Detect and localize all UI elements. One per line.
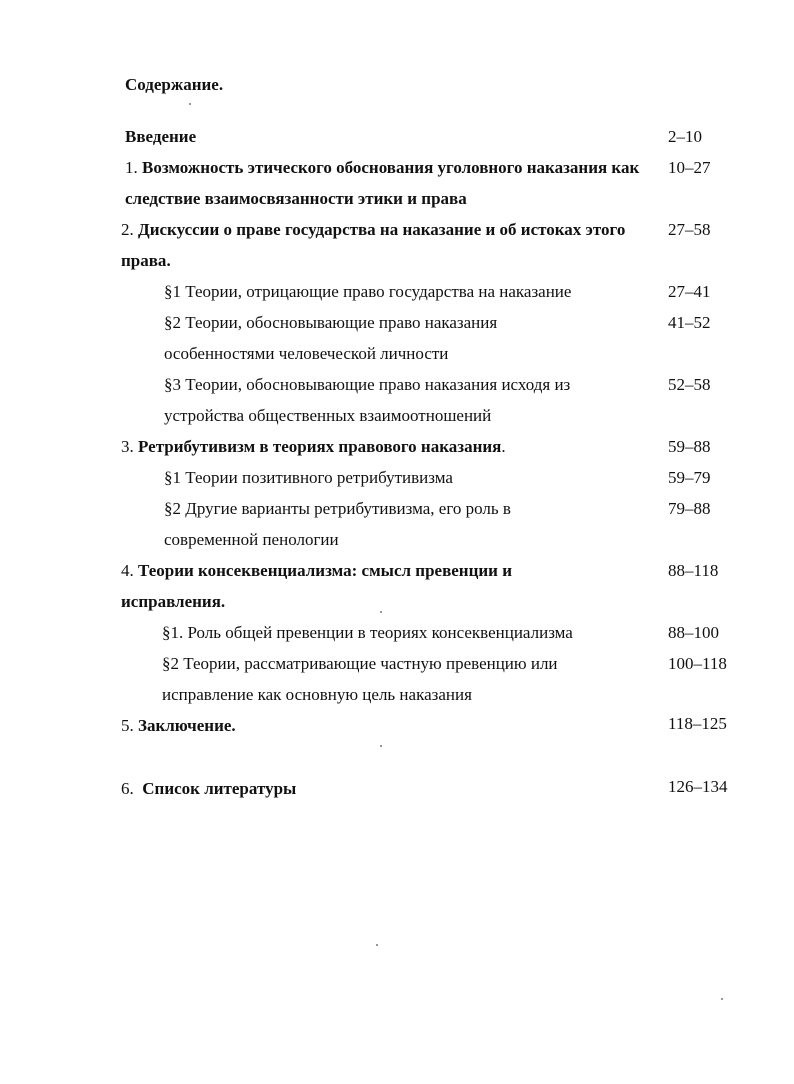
toc-entry-number: 1. [125,158,142,177]
toc-entry-pages: 126–134 [668,777,728,796]
toc-entry-pages: 52–58 [668,375,711,394]
toc-entry-pages: 59–79 [668,468,711,487]
scan-speck [376,944,378,946]
toc-entry-title-period: . [220,592,226,611]
toc-entry-pages: 118–125 [668,714,727,733]
toc-entry-chapter-3 [121,431,651,462]
toc-entry-title: Дискуссии о праве государства на наказание и об истоках этого права [121,220,626,270]
toc-entry-chapter-2 [121,214,651,276]
toc-subentry-2-1 [164,276,644,307]
toc-entry-title-period: . [166,251,171,270]
toc-entry-title: §1 Теории, отрицающие право государства на наказание [164,282,572,301]
toc-entry-title: Список литературы [142,779,297,798]
toc-entry-title-period: . [501,437,506,456]
toc-entry-pages: 10–27 [668,158,711,177]
toc-entry-pages: 27–41 [668,282,711,301]
toc-entry-introduction [125,121,655,152]
toc-entry-title: Теории консеквенциализма: смысл превенции и исправления [121,561,513,611]
toc-subentry-2-3 [164,369,644,431]
toc-subentry-3-2 [164,493,564,555]
toc-entry-pages: 27–58 [668,220,711,239]
toc-entry-pages: 88–118 [668,561,719,580]
toc-entry-title: Возможность этического обоснования уголовного наказания как следствие взаимосвязанности этики и права [125,158,640,208]
page-title: Содержание. [125,75,224,94]
toc-entry-pages: 2–10 [668,127,702,146]
toc-entry-number: 4. [121,561,138,580]
toc-entry-number: 2. [121,220,138,239]
toc-entry-chapter-4 [121,555,571,617]
toc-entry-chapter-1 [125,152,655,214]
scan-speck [189,103,191,105]
toc-entry-pages: 88–100 [668,623,719,642]
toc-entry-title: §1. Роль общей превенции в теориях консеквенциализма [162,623,573,642]
toc-entry-number: 3. [121,437,138,456]
toc-entry-pages: 100–118 [668,654,727,673]
scan-speck [380,611,382,613]
toc-entry-title: §2 Другие варианты ретрибутивизма, его роль в современной пенологии [164,499,511,549]
toc-subentry-4-1 [162,617,642,648]
toc-entry-pages: 59–88 [668,437,711,456]
toc-entry-title: §3 Теории, обосновывающие право наказания исходя из устройства общественных взаимоотношений [164,375,571,425]
toc-entry-number: 6. [121,779,143,798]
toc-entry-number: 5. [121,716,138,735]
toc-entry-title: Ретрибутивизм в теориях правового наказания [138,437,502,456]
toc-entry-pages: 41–52 [668,313,711,332]
toc-entry-title: Заключение. [138,716,236,735]
toc-entry-title: §2 Теории, рассматривающие частную превенцию или исправление как основную цель наказания [162,654,558,704]
toc-entry-pages: 79–88 [668,499,711,518]
toc-subentry-3-1 [164,462,644,493]
toc-entry-title: §1 Теории позитивного ретрибутивизма [164,468,453,487]
toc-entry-conclusion [121,710,651,741]
scan-speck [380,745,382,747]
toc-entry-bibliography [121,773,651,804]
toc-entry-title: Введение [125,127,197,146]
toc-entry-title: §2 Теории, обосновывающие право наказания особенностями человеческой личности [164,313,498,363]
scan-speck [721,998,723,1000]
toc-subentry-2-2 [164,307,584,369]
toc-subentry-4-2 [162,648,612,710]
